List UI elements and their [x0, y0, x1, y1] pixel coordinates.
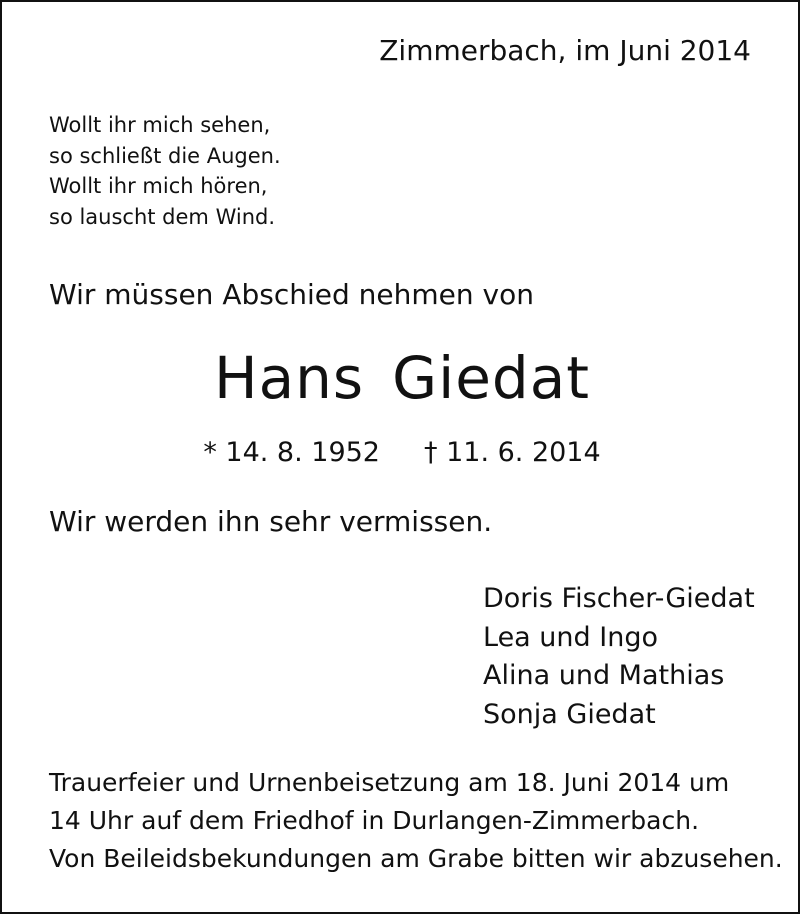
deceased-last-name: Giedat [392, 344, 590, 412]
birth-date: * 14. 8. 1952 [203, 437, 380, 468]
service-line: 14 Uhr auf dem Friedhof in Durlangen-Zimmerbach. [49, 806, 700, 835]
poem-line: so lauscht dem Wind. [49, 204, 276, 229]
death-date: † 11. 6. 2014 [424, 437, 601, 468]
mourners-list [483, 580, 755, 734]
mourner: Lea und Ingo [483, 621, 658, 653]
mourner: Doris Fischer-Giedat [483, 583, 755, 614]
poem-line: Wollt ihr mich hören, [49, 174, 268, 198]
mourner: Sonja Giedat [483, 698, 656, 730]
life-dates [2, 434, 800, 472]
place-date: Zimmerbach, im Juni 2014 [379, 34, 751, 67]
closing-text: Wir werden ihn sehr vermissen. [49, 505, 493, 538]
poem-line: Wollt ihr mich sehen, [49, 113, 271, 137]
service-line: Trauerfeier und Urnenbeisetzung am 18. Juni 2014 um [49, 768, 730, 797]
poem-line: so schließt die Augen. [49, 143, 281, 168]
deceased-name [2, 340, 800, 416]
intro-text: Wir müssen Abschied nehmen von [49, 278, 534, 311]
poem [49, 110, 281, 232]
service-line: Von Beileidsbekundungen am Grabe bitten wir abzusehen. [49, 844, 783, 873]
service-info [49, 764, 783, 878]
deceased-first-name: Hans [214, 344, 365, 412]
mourner: Alina und Mathias [483, 660, 725, 691]
